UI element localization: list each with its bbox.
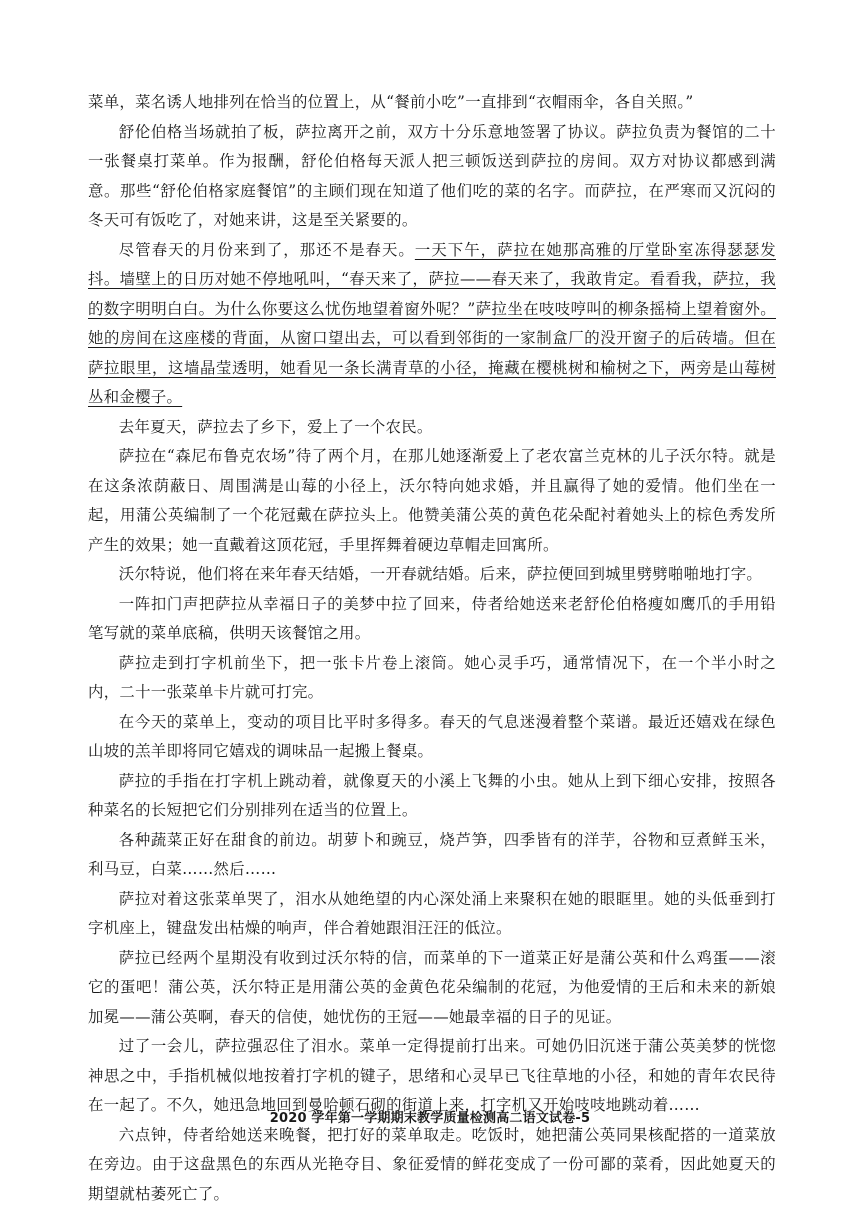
paragraph-9: 在今天的菜单上，变动的项目比平时多得多。春天的气息迷漫着整个菜谱。最近还嬉戏在绿色山坡的羔羊即将同它嬉戏的调味品一起搬上餐桌。: [88, 712, 776, 760]
paragraph-1: 菜单，菜名诱人地排列在恰当的位置上，从“餐前小吃”一直排到“衣帽雨伞，各自关照。”: [88, 93, 694, 111]
paragraph-12: 萨拉对着这张菜单哭了，泪水从她绝望的内心深处涌上来聚积在她的眼眶里。她的头低垂到打字机座上，键盘发出枯燥的响声，伴合着她跟泪汪汪的低泣。: [88, 889, 776, 937]
paragraph-2: 舒伦伯格当场就拍了板，萨拉离开之前，双方十分乐意地签署了协议。萨拉负责为餐馆的二十一张餐桌打菜单。作为报酬，舒伦伯格每天派人把三顿饭送到萨拉的房间。双方对协议都感到满意。那些“舒伦伯格家庭餐馆”的主顾们现在知道了他们吃的菜的名字。而萨拉，在严寒而又沉闷的冬天可有饭吃了，对她来讲，这是至关紧要的。: [88, 122, 776, 229]
paragraph-3: [88, 236, 776, 413]
paragraph-8: 萨拉走到打字机前坐下，把一张卡片卷上滚筒。她心灵手巧，通常情况下，在一个半小时之内，二十一张菜单卡片就可打完。: [88, 653, 776, 701]
paragraph-13: 萨拉已经两个星期没有收到过沃尔特的信，而菜单的下一道菜正好是蒲公英和什么鸡蛋——滚它的蛋吧！蒲公英，沃尔特正是用蒲公英的金黄色花朵编制的花冠，为他爱情的王后和未来的新娘加冕——蒲公英啊，春天的信使，她忧伤的王冠——她最幸福的日子的见证。: [88, 948, 776, 1026]
paragraph-6: 沃尔特说，他们将在来年春天结婚，一开春就结婚。后来，萨拉便回到城里劈劈啪啪地打字。: [118, 565, 763, 583]
underlined-passage: 一天下午，萨拉在她那高雅的厅堂卧室冻得瑟瑟发抖。墙壁上的日历对她不停地吼叫，“春天来了，萨拉——春天来了，我敢肯定。看看我，萨拉，我的数字明明白白。为什么你要这么忧伤地望着窗外呢？”萨拉坐在吱吱哼叫的柳条摇椅上望着窗外。她的房间在这座楼的背面，从窗口望出去，可以看到邻街的一家制盒厂的没开窗子的后砖墙。但在萨拉眼里，这墙晶莹透明，她看见一条长满青草的小径，掩藏在樱桃树和榆树之下，两旁是山莓树丛和金樱子。: [88, 240, 776, 406]
paragraph-5: 萨拉在“森尼布鲁克农场”待了两个月，在那儿她逐渐爱上了老农富兰克林的儿子沃尔特。就是在这条浓荫蔽日、周围满是山莓的小径上，沃尔特向她求婚，并且赢得了她的爱情。他们坐在一起，用蒲公英编制了一个花冠戴在萨拉头上。他赞美蒲公英的黄色花朵配衬着她头上的棕色秀发所产生的效果；她一直戴着这顶花冠，手里挥舞着硬边草帽走回寓所。: [88, 447, 776, 554]
paragraph-4: 去年夏天，萨拉去了乡下，爱上了一个农民。: [118, 417, 433, 436]
paragraph-7: 一阵扣门声把萨拉从幸福日子的美梦中拉了回来，侍者给她送来老舒伦伯格瘦如鹰爪的手用铅笔写就的菜单底稿，供明天该餐馆之用。: [88, 594, 776, 642]
paragraph-3-lead: 尽管春天的月份来到了，那还不是春天。: [118, 240, 415, 259]
paragraph-14: 过了一会儿，萨拉强忍住了泪水。菜单一定得提前打出来。可她仍旧沉迷于蒲公英美梦的恍惚神思之中，手指机械似地按着打字机的键子，思绪和心灵早已飞往草地的小径，和她的青年农民待在一起了。不久，她迅急地回到曼哈顿石砌的街道上来，打字机又开始吱吱地跳动着……: [88, 1037, 776, 1114]
paragraph-10: 萨拉的手指在打字机上跳动着，就像夏天的小溪上飞舞的小虫。她从上到下细心安排，按照各种菜名的长短把它们分别排列在适当的位置上。: [88, 771, 776, 819]
passage-body: [88, 88, 776, 1209]
page-footer: 2020 学年第一学期期末教学质量检测高二语文试卷-5: [269, 1111, 591, 1126]
paragraph-15: 六点钟，侍者给她送来晚餐，把打好的菜单取走。吃饭时，她把蒲公英同果核配搭的一道菜放在旁边。由于这盘黑色的东西从光艳夺目、象征爱情的鲜花变成了一份可鄙的菜肴，因此她夏天的期望就枯萎死亡了。: [88, 1125, 776, 1203]
paragraph-11: 各种蔬菜正好在甜食的前边。胡萝卜和豌豆，烧芦笋，四季皆有的洋芋，谷物和豆煮鲜玉米，利马豆，白菜……然后……: [88, 830, 776, 878]
